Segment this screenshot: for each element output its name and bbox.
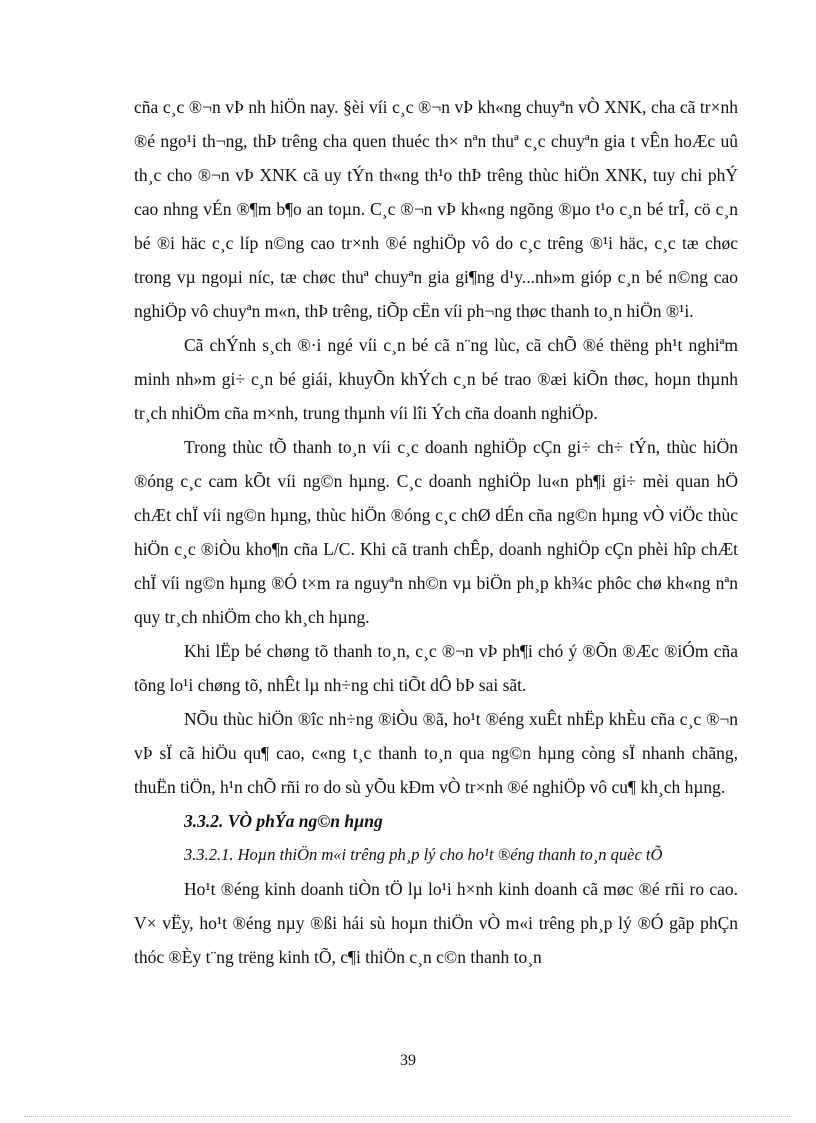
subsection-heading: 3.3.2.1. Hoµn thiÖn m«i trêng ph¸p lý cho ho¹t ®éng thanh to¸n quèc tÕ — [184, 845, 663, 864]
paragraph-staff-training: cña c¸c ®¬n vÞ nh hiÖn nay. §èi víi c¸c ®¬n vÞ kh«ng chuyªn vÒ XNK, cha cã tr×nh ®é ngo¹i th¬ng, thÞ trêng cha quen thuéc th× nªn thuª c¸c chuyªn gia t vÊn hoÆc uû th¸c cho ®¬n vÞ XNK cã uy tÝn th«ng th¹o thÞ trêng thùc hiÖn XNK, tuy chi phÝ cao nhng vÉn ®¶m b¶o an toµn. C¸c ®¬n vÞ kh«ng ngõng ®µo t¹o c¸n bé trÎ, cö c¸n bé ®i häc c¸c líp n©ng cao tr×nh ®é nghiÖp vô do c¸c trêng ®¹i häc, c¸c tæ chøc trong vµ ngoµi níc, tæ chøc thuª chuyªn gia gi¶ng d¹y...nh»m gióp c¸n bé n©ng cao nghiÖp vô chuyªn m«n, thÞ trêng, tiÕp cËn víi ph¬ng thøc thanh to¸n hiÖn ®¹i. — [134, 97, 738, 321]
body-text — [134, 90, 738, 974]
paragraph-bank-relations: Trong thùc tÕ thanh to¸n víi c¸c doanh nghiÖp cÇn gi÷ ch÷ tÝn, thùc hiÖn ®óng c¸c cam kÕt víi ng©n hµng. C¸c doanh nghiÖp lu«n ph¶i gi÷ mèi quan hÖ chÆt chÏ víi ng©n hµng, thùc hiÖn ®óng c¸c chØ dÉn cña ng©n hµng vÒ viÖc thùc hiÖn c¸c ®iÒu kho¶n cña L/C. Khi cã tranh chÊp, doanh nghiÖp cÇn phèi hîp chÆt chÏ víi ng©n hµng ®Ó t×m ra nguyªn nh©n vµ biÖn ph¸p kh¾c phôc chø kh«ng nªn quy tr¸ch nhiÖm cho kh¸ch hµng. — [134, 437, 738, 627]
page-number: 39 — [400, 1052, 416, 1069]
page-bottom-divider — [24, 1116, 792, 1117]
section-heading: 3.3.2. VÒ phÝa ng©n hµng — [184, 811, 383, 831]
paragraph-documents: Khi lËp bé chøng tõ thanh to¸n, c¸c ®¬n vÞ ph¶i chó ý ®Õn ®Æc ®iÓm cña tõng lo¹i chøng tõ, nhÊt lµ nh÷ng chi tiÕt dÔ bÞ sai sãt. — [134, 641, 738, 695]
paragraph-staff-policy: Cã chÝnh s¸ch ®·i ngé víi c¸n bé cã n¨ng lùc, cã chÕ ®é thëng ph¹t nghiªm minh nh»m gi÷ c¸n bé giái, khuyÕn khÝch c¸n bé trao ®æi kiÕn thøc, hoµn thµnh tr¸ch nhiÖm cña m×nh, trung thµnh víi lîi Ých cña doanh nghiÖp. — [134, 335, 738, 423]
paragraph-outcome: NÕu thùc hiÖn ®îc nh÷ng ®iÒu ®ã, ho¹t ®éng xuÊt nhËp khÈu cña c¸c ®¬n vÞ sÏ cã hiÖu qu¶ cao, c«ng t¸c thanh to¸n qua ng©n hµng còng sÏ nhanh chãng, thuËn tiÖn, h¹n chÕ rñi ro do sù yÕu kÐm vÒ tr×nh ®é nghiÖp vô cu¶ kh¸ch hµng. — [134, 709, 738, 797]
paragraph-legal-environment: Ho¹t ®éng kinh doanh tiÒn tÖ lµ lo¹i h×nh kinh doanh cã møc ®é rñi ro cao. V× vËy, ho¹t ®éng nµy ®ßi hái sù hoµn thiÖn vÒ m«i trêng ph¸p lý ®Ó gãp phÇn thóc ®Èy t¨ng trëng kinh tÕ, c¶i thiÖn c¸n c©n thanh to¸n — [134, 879, 738, 967]
